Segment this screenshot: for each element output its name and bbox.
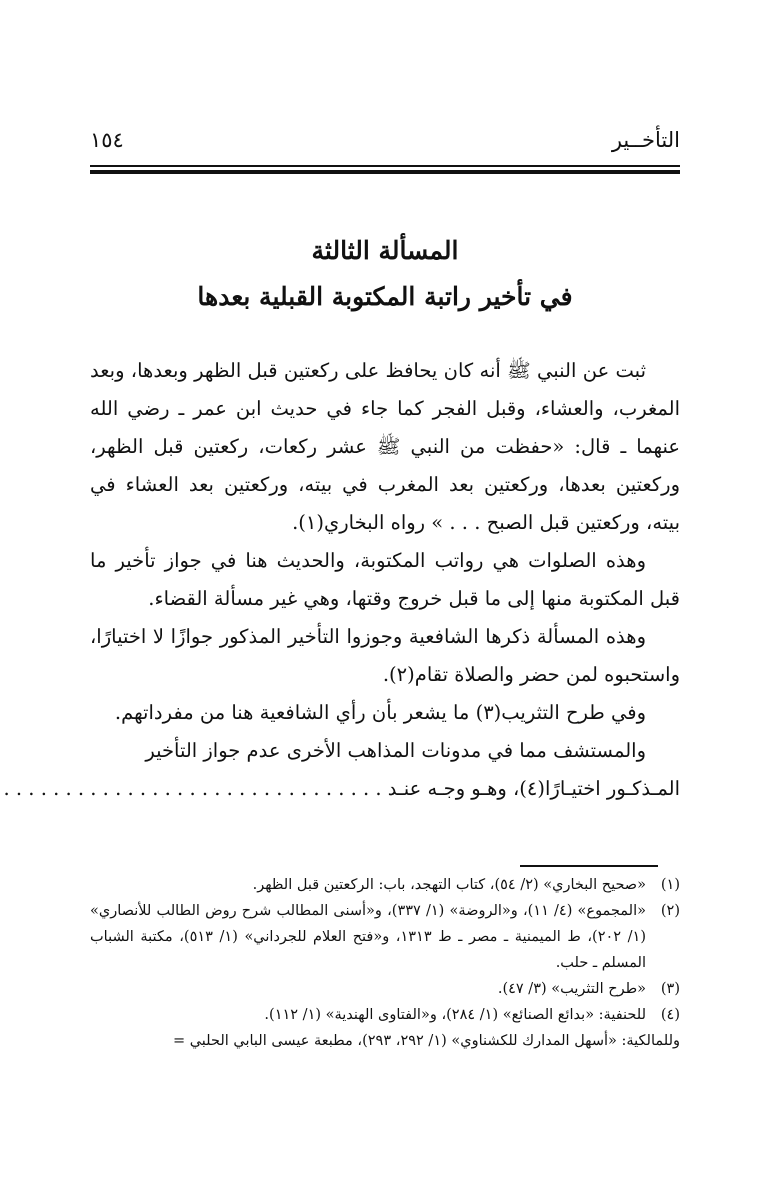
footnote-number: (٣) xyxy=(660,981,680,997)
footnote-number: (٢) xyxy=(660,903,680,919)
footnote xyxy=(90,898,680,976)
paragraph-2-text: وهذه الصلوات هي رواتب المكتوبة، والحديث هنا في جواز تأخير ما قبل المكتوبة منها إلى ما قبل خروج وقتها، وهي غير مسألة القضاء. xyxy=(90,549,680,610)
footnote-number: (٤) xyxy=(660,1007,680,1023)
footnotes xyxy=(90,872,680,1054)
paragraph-5-line-1: والمستشف مما في مدونات المذاهب الأخرى عدم جواز التأخير xyxy=(145,739,646,762)
section-title xyxy=(90,228,680,320)
paragraph-4 xyxy=(90,694,680,732)
header-rule-thick xyxy=(90,170,680,174)
paragraph-1-text: ثبت عن النبي ﷺ أنه كان يحافظ على ركعتين قبل الظهر وبعدها، وبعد المغرب، والعشاء، وقبل الفجر كما جاء في حديث ابن عمر ـ رضي الله عنهما ـ قال: «حفظت من النبي ﷺ عشر ركعات، ركعتين قبل الظهر، وركعتين بعدها، وركعتين بعد المغرب في بيته، وركعتين بعد العشاء في بيته، وركعتين قبل الصبح . . . » رواه البخاري(١). xyxy=(90,359,680,534)
footnote xyxy=(90,976,680,1002)
page-header xyxy=(90,122,680,158)
body-text xyxy=(3,352,680,808)
paragraph-3-text: وهذه المسألة ذكرها الشافعية وجوزوا التأخير المذكور جوازًا لا اختيارًا، واستحبوه لمن حضر والصلاة تقام(٢). xyxy=(90,625,680,686)
footnote-text: «المجموع» (٤/ ١١)، و«الروضة» (١/ ٣٣٧)، و«أسنى المطالب شرح روض الطالب للأنصاري» (١/ ٢٠٢)، ط الميمنية ـ مصر ـ ط ١٣١٣، و«فتح العلام للجرداني» (١/ ٥١٣)، مكتبة الشباب المسلم ـ حلب. xyxy=(90,903,646,971)
footnote-number: (١) xyxy=(660,877,680,893)
footnote-rule xyxy=(520,865,658,867)
paragraph-3 xyxy=(90,618,680,694)
paragraph-5 xyxy=(90,732,680,770)
paragraph-1 xyxy=(90,352,680,542)
header-rule-thin xyxy=(90,165,680,167)
paragraph-5-line-2: المـذكـور اختيـارًا(٤)، وهـو وجـه عنـد . . . . . . . . . . . . . . . . . . . . . . . . . . . . . . . xyxy=(3,777,680,800)
footnote-text: «صحيح البخاري» (٢/ ٥٤)، كتاب التهجد، باب: الركعتين قبل الظهر. xyxy=(252,877,646,893)
title-line-1: المسألة الثالثة xyxy=(311,236,459,265)
paragraph-2 xyxy=(90,542,680,618)
paragraph-5-continued xyxy=(3,770,680,808)
footnote-text: «طرح التثريب» (٣/ ٤٧). xyxy=(497,981,646,997)
paragraph-4-text: وفي طرح التثريب(٣) ما يشعر بأن رأي الشافعية هنا من مفرداتهم. xyxy=(114,701,646,724)
page-number: ١٥٤ xyxy=(90,128,124,152)
footnote xyxy=(90,872,680,898)
title-line-2: في تأخير راتبة المكتوبة القبلية بعدها xyxy=(197,282,573,311)
footnote xyxy=(90,1002,680,1028)
footnote-text: للحنفية: «بدائع الصنائع» (١/ ٢٨٤)، و«الفتاوى الهندية» (١/ ١١٢). xyxy=(264,1007,646,1023)
footnote-continuation: وللمالكية: «أسهل المدارك للكشناوي» (١/ ٢٩٢، ٢٩٣)، مطبعة عيسى البابي الحلبي = xyxy=(172,1033,680,1049)
running-title: التأخــير xyxy=(611,128,680,152)
